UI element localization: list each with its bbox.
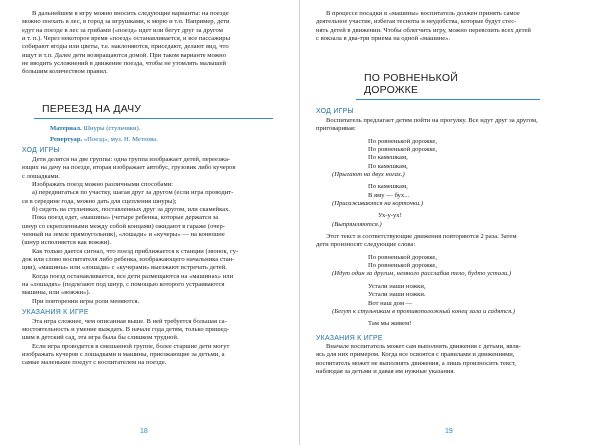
- intro-line: не вводить усложнений в движение поезда, чтобы не утомлять малышей: [22, 60, 227, 68]
- hints-line: Эта игра сложнее, чем описанная выше. В ней требуется большая са-: [32, 317, 227, 325]
- poem-line: Вот наш дом —: [368, 299, 413, 307]
- poem-line: По ровненькой дорожке,: [368, 146, 437, 153]
- hints-line: изображать кучеров с лошадками и машины, приезжающие за детьми, а: [22, 351, 225, 359]
- left-page-content: [22, 10, 285, 423]
- hints-text: [22, 318, 285, 368]
- repertoire-line: [22, 136, 285, 144]
- course-line: Когда поезд останавливается, все дети размещаются на «машинах» или: [32, 272, 234, 280]
- right-intro: [316, 10, 580, 43]
- intro-line: В процессе посадки в «машины» воспитатель должен принять самое: [326, 10, 520, 17]
- material-value: Шнуры (стульчики).: [83, 124, 141, 132]
- hints-line: Если игра проводится в смешанной группе, более старшие дети могут: [32, 342, 230, 350]
- stage-note: (Присаживаются на корточки.): [332, 200, 424, 208]
- hints-line: воспитатель может не выполнять движения, а лишь произносить текст,: [316, 359, 516, 367]
- course-heading: ХОД ИГРЫ: [316, 108, 354, 116]
- poem-block: [316, 138, 580, 171]
- hints-text: [316, 343, 580, 376]
- stage-note: (Идут один за другим, немного расслабив тело, будто устали.): [332, 270, 512, 278]
- hints-line: Вначале воспитатель может сам выполнять движения с детьми, явля-: [326, 343, 521, 351]
- section-title-line: ДОРОЖКЕ: [364, 84, 419, 97]
- intro-line: нять детей в движении. Чтобы облегчить игру, можно перевозить всех детей: [316, 26, 531, 34]
- poem-block: [316, 254, 580, 271]
- poem-block: [316, 283, 580, 308]
- section-title: ПЕРЕЕЗД НА ДАЧУ: [42, 102, 142, 115]
- poem-line: Там мы живем!: [368, 320, 412, 328]
- course-line: ся в середине года, можно дать для сцепления шнуры);: [22, 197, 177, 205]
- hints-line: самые маленькие поедут с воспитателем на поезде.: [22, 359, 167, 367]
- course-line: Дети делятся на две группы: одна группа изображает детей, переезжа-: [32, 155, 231, 163]
- repeat-line: дети произносят следующие слова:: [316, 241, 416, 249]
- course-line: (шнур исполняется как вожжи).: [22, 239, 112, 247]
- left-intro: [22, 10, 285, 77]
- stage-note: (Прыгают на двух ногах.): [332, 171, 405, 179]
- poem-line: По камешкам,: [368, 183, 408, 191]
- intro-line: большим количеством правил.: [22, 68, 108, 76]
- right-page: [300, 0, 600, 445]
- hints-line: наблюдая за детьми и давая им нужные указания.: [316, 368, 456, 376]
- course-line: ющих на дачу на поезде, вторая изображает автобус, грузовик либо кучеров: [22, 164, 236, 172]
- intro-line: с вокзала в два-три приема на одной «машине».: [316, 35, 451, 43]
- page-number: 19: [445, 428, 453, 435]
- hints-line: шим в детский сад, эта игра была бы слишком трудной.: [22, 334, 179, 342]
- course-line: ченный на земле прямоугольник), «лошади» и «кучеры» — на конюшне: [22, 231, 225, 239]
- stage-note: (Бегут к стульчикам в противоположный конец зала и садятся.): [332, 307, 515, 315]
- intro-line: можно поехать в лес, в город за игрушками, к морю и т.п. Например, дети: [22, 18, 230, 26]
- poem-line: В яму — бух...: [368, 191, 410, 199]
- course-line: машины, или «вожжи»).: [22, 289, 91, 297]
- course-line: ции), «машины» или «лошади» с «кучерами» выезжают встречать детей.: [22, 264, 227, 272]
- poem-line: По камешкам,: [368, 162, 408, 170]
- right-page-content: [316, 10, 580, 423]
- course-line: Изображать поезд можно различными способами:: [32, 180, 174, 188]
- section-title-box: [34, 97, 273, 119]
- course-line: шнур со скрепленными между собой концами) ожидают в гараже (очер-: [22, 222, 225, 230]
- course-text: [22, 156, 285, 306]
- repertoire-value: «Поезд», муз. Н. Метлова.: [83, 136, 158, 144]
- course-line: на «лошадях» (подлезают под шнур, с помощью которого устраиваются: [22, 281, 225, 289]
- material-line: [22, 125, 285, 133]
- poem-line: По ровненькой дорожке,: [368, 262, 437, 270]
- poem-line: Устали наши ножки.: [368, 291, 426, 299]
- course-line: При повторении игры роли меняются.: [32, 297, 140, 305]
- repeat-line: Этот текст и соответствующие движения повторяются 2 раза. Затем: [326, 233, 517, 241]
- poem-line: По ровненькой дорожке,: [368, 137, 437, 145]
- course-intro-line: Воспитатель предлагает детям пойти на прогулку. Все идут друг за другом,: [326, 116, 538, 124]
- intro-line: деятельное участие, избегая тесноты и неудобства, которые будут стес-: [316, 18, 517, 26]
- stage-note: (Выпрямляются.): [332, 220, 382, 228]
- intro-line: едут на поезде в лес за грибами («поезд» идет или бегут друг за другом: [22, 26, 223, 34]
- course-line: док или слово воспитателя либо ребенка, изображающего начальника стан-: [22, 256, 235, 264]
- course-intro-line: приговаривая:: [316, 125, 356, 133]
- course-line: Как только дается сигнал, что поезд приближается к станции (звонок, гу-: [32, 247, 239, 255]
- poem-line: По камешкам,: [368, 154, 408, 162]
- intro-line: собирают ягоды или цветы, т.е. наклоняются, приседают, делают вид, что: [22, 43, 229, 51]
- intro-line: и т. п.). Через некоторое время «поезд» останавливается, и все пассажиры: [22, 35, 230, 43]
- course-line: а) передвигаться по участку, шагая друг за другом (если игра проводит-: [32, 189, 234, 197]
- course-line: б) сидеть на стульчиках, поставленных друг за другом, или скамейках.: [32, 206, 231, 213]
- course-line: Пока поезд едет, «машины» (четыре ребенка, которые держатся за: [32, 214, 219, 222]
- hints-heading: УКАЗАНИЯ К ИГРЕ: [316, 334, 383, 342]
- poem-line: По ровненькой дорожке,: [368, 253, 437, 261]
- hints-heading: УКАЗАНИЯ К ИГРЕ: [22, 309, 89, 317]
- poem-block: [316, 183, 580, 200]
- section-title-box: [356, 69, 540, 100]
- page-number: 18: [140, 428, 148, 435]
- hints-line: мостоятельность и умение выждать. В начале года детям, только пришед-: [22, 326, 230, 334]
- course-line: с лошадками.: [22, 172, 60, 180]
- course-heading: ХОД ИГРЫ: [22, 147, 60, 155]
- intro-line: ищут и т.п. Далее дети возвращаются домой. При таком варианте можно: [22, 51, 226, 59]
- material-label: Материал.: [50, 124, 82, 132]
- poem-line: Устали наши ножки,: [368, 282, 426, 290]
- hints-line: ясь для них примером. Когда все освоятся с правилами и движениями,: [316, 351, 515, 359]
- section-title-line: ПО РОВНЕНЬКОЙ: [364, 72, 458, 85]
- intro-line: В дальнейшем в игру можно вносить следующие варианты: на поезде: [32, 10, 229, 17]
- repertoire-label: Репертуар.: [50, 136, 83, 144]
- poem-line: Ух-у-ух!: [378, 212, 402, 220]
